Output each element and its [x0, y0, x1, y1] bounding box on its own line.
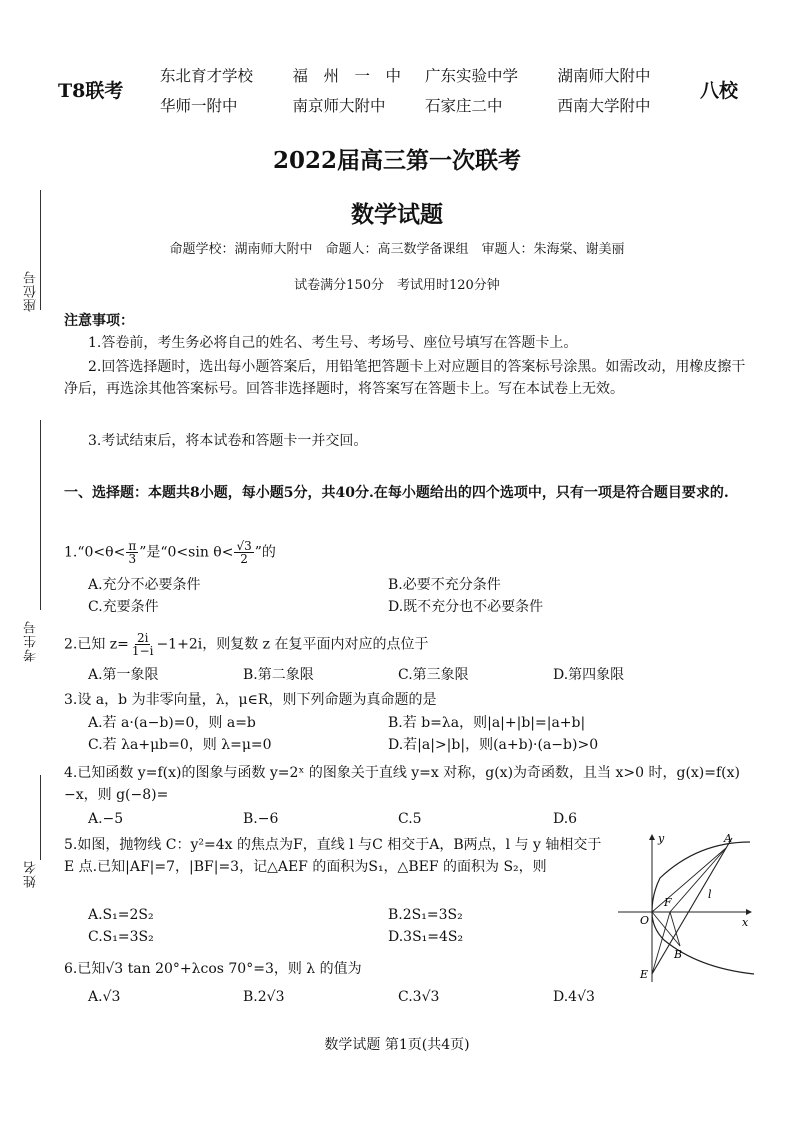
- label-F: F: [664, 896, 672, 909]
- label-O: O: [640, 914, 650, 927]
- question-3-options: [88, 712, 688, 756]
- score-time-line: 试卷满分150分 考试用时120分钟: [294, 278, 500, 293]
- option: B.2√3: [243, 989, 285, 1005]
- option: C.充要条件: [88, 599, 159, 615]
- question-5-stem: 5.如图，抛物线 C：y²=4x 的焦点为F，直线 l 与C 相交于A，B两点，l 与 y 轴相交于 E 点.已知|AF|=7，|BF|=3，记△AEF 的面积为S₁，△BEF 的面积为 S₂，则: [64, 837, 602, 875]
- side-line-bottom: [40, 775, 41, 860]
- question-6-options: [88, 986, 708, 1008]
- option: C.第三象限: [398, 667, 469, 683]
- option: A.充分不必要条件: [88, 577, 201, 593]
- option: D.第四象限: [553, 667, 625, 683]
- option: A.√3: [88, 989, 121, 1005]
- notice-item: 1.答卷前，考生务必将自己的姓名、考生号、考场号、座位号填写在答题卡上。: [88, 335, 578, 351]
- authors-line: 命题学校：湖南师大附中 命题人：高三数学备课组 审题人：朱海棠、谢美丽: [169, 242, 625, 257]
- question-4-options: [88, 808, 708, 830]
- label-B: B: [674, 948, 683, 961]
- school: 西南大学附中: [557, 97, 651, 115]
- option: A.第一象限: [88, 667, 159, 683]
- option: C.若 λa+μb=0，则 λ=μ=0: [88, 737, 272, 753]
- option: B.若 b=λa，则|a|+|b|=|a+b|: [388, 715, 586, 731]
- option: B.第二象限: [243, 667, 314, 683]
- notice-item: 2.回答选择题时，选出每小题答案后，用铅笔把答题卡上对应题目的答案标号涂黑。如需改动，用橡皮擦干净后，再选涂其他答案标号。回答非选择题时，将答案写在答题卡上。写在本试卷上无效。: [64, 359, 746, 397]
- question-2-stem: 2.已知 z= $\frac{2i}{1-i}$ −1+2i，则复数 z 在复平面内对应的点位于: [64, 631, 429, 658]
- question-6-stem: 6.已知√3 tan 20°+λcos 70°=3，则 λ 的值为: [64, 961, 362, 977]
- option: B.必要不充分条件: [388, 577, 501, 593]
- page-footer: 数学试题 第1页(共4页): [324, 1037, 470, 1053]
- option: D.3S₁=4S₂: [388, 929, 464, 945]
- option: A.−5: [88, 811, 124, 827]
- option: C.3√3: [398, 989, 440, 1005]
- school-list: [160, 64, 690, 116]
- label-y: y: [658, 832, 665, 845]
- school: 东北育才学校: [160, 67, 254, 85]
- exam-no-label: 考生号: [24, 620, 39, 662]
- fraction: $\frac{2i}{1-i}$: [131, 631, 154, 658]
- option: C.5: [398, 811, 422, 827]
- fraction: $\frac{√3}{2}$: [236, 539, 252, 566]
- question-1-stem: 1.“0<θ< $\frac{\pi}{3}$ ”是“0<sin θ< $\frac{√3}{2}$ ”的: [64, 539, 276, 566]
- question-4-stem: 4.已知函数 y=f(x)的图象与函数 y=2ˣ 的图象关于直线 y=x 对称，g(x)为奇函数，且当 x>0 时，g(x)=f(x)−x，则 g(−8)=: [64, 765, 740, 803]
- fraction: $\frac{\pi}{3}$: [128, 539, 137, 566]
- school: 湖南师大附中: [557, 67, 651, 85]
- option: A.S₁=2S₂: [88, 907, 154, 923]
- option: B.−6: [243, 811, 279, 827]
- section-heading: 一、选择题：本题共8小题，每小题5分，共40分.在每小题给出的四个选项中，只有一项是符合题目要求的.: [64, 485, 729, 501]
- name-label: 姓名: [24, 860, 39, 888]
- question-5-options: [88, 904, 688, 948]
- side-line-mid: [40, 420, 41, 610]
- question-3-stem: 3.设 a，b 为非零向量，λ，μ∈R，则下列命题为真命题的是: [64, 692, 437, 708]
- school: 福 州 一 中: [292, 67, 402, 85]
- option: B.2S₁=3S₂: [388, 907, 463, 923]
- option: A.若 a·(a−b)=0，则 a=b: [88, 715, 256, 731]
- eight-schools-label: 八校: [700, 80, 739, 102]
- seat-label: 座位号: [24, 270, 39, 312]
- subject-title: 数学试题: [351, 201, 443, 228]
- label-l: l: [708, 888, 712, 901]
- t8-label: T8联考: [58, 80, 124, 102]
- label-A: A: [724, 832, 732, 845]
- question-2-options: [88, 664, 708, 686]
- option: D.既不充分也不必要条件: [388, 599, 544, 615]
- school: 石家庄二中: [425, 97, 503, 115]
- school: 华师一附中: [160, 97, 238, 115]
- school: 南京师大附中: [292, 97, 386, 115]
- option: D.若|a|>|b|，则(a+b)·(a−b)>0: [388, 737, 599, 753]
- option: D.6: [553, 811, 578, 827]
- notice-item: 3.考试结束后，将本试卷和答题卡一并交回。: [88, 433, 368, 449]
- option: D.4√3: [553, 989, 595, 1005]
- question-1-options: [88, 574, 688, 618]
- label-x: x: [742, 916, 749, 929]
- option: C.S₁=3S₂: [88, 929, 154, 945]
- school: 广东实验中学: [425, 67, 519, 85]
- label-E: E: [640, 968, 649, 981]
- notice-title: 注意事项：: [64, 313, 134, 329]
- exam-title: 2022届高三第一次联考: [272, 147, 521, 174]
